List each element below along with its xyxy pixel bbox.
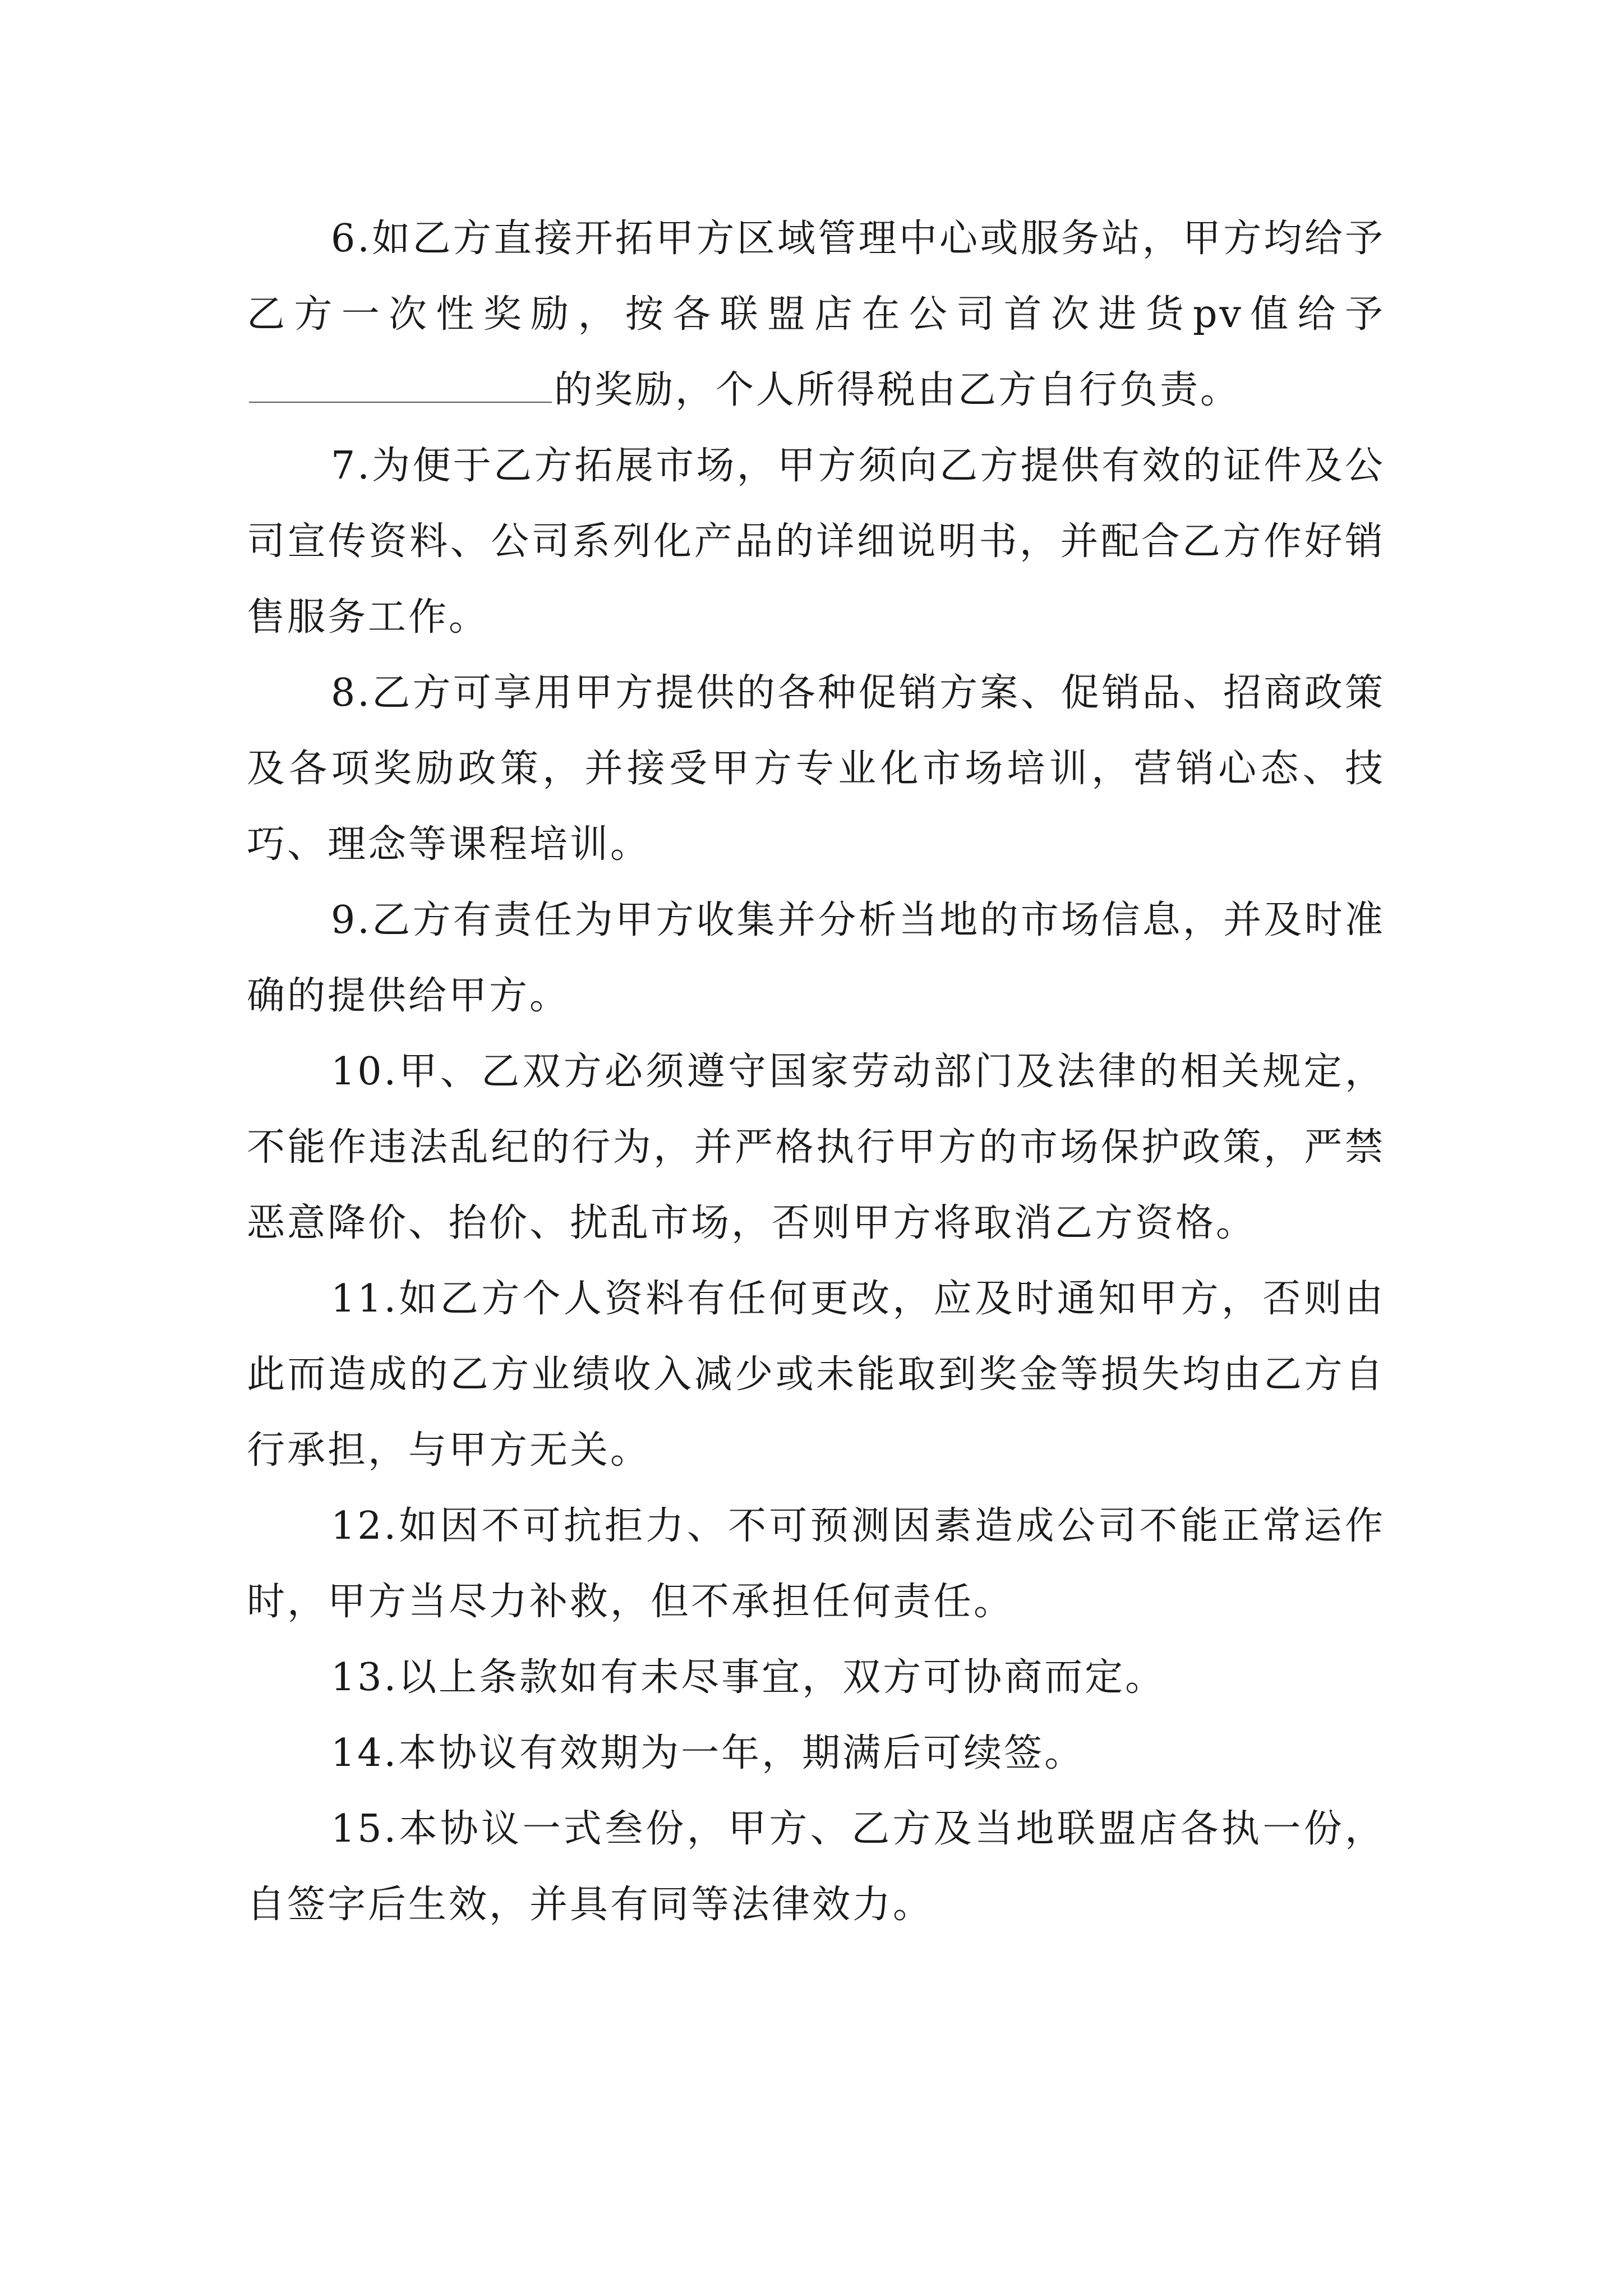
document-body xyxy=(247,201,1385,1943)
clause-6-text-before: 6.如乙方直接开拓甲方区域管理中心或服务站，甲方均给予乙方一次性奖励，按各联盟店在公司首次进货pv值给予 xyxy=(247,217,1385,337)
clause-12: 12.如因不可抗拒力、不可预测因素造成公司不能正常运作时，甲方当尽力补救，但不承担任何责任。 xyxy=(247,1504,1385,1624)
clause-8: 8.乙方可享用甲方提供的各种促销方案、促销品、招商政策及各项奖励政策，并接受甲方专业化市场培训，营销心态、技巧、理念等课程培训。 xyxy=(247,671,1385,867)
clause-11: 11.如乙方个人资料有任何更改，应及时通知甲方，否则由此而造成的乙方业绩收入减少或未能取到奖金等损失均由乙方自行承担，与甲方无关。 xyxy=(247,1277,1385,1473)
clause-15: 15.本协议一式叁份，甲方、乙方及当地联盟店各执一份，自签字后生效，并具有同等法律效力。 xyxy=(247,1807,1385,1927)
clause-14: 14.本协议有效期为一年，期满后可续签。 xyxy=(331,1731,1085,1775)
clause-7: 7.为便于乙方拓展市场，甲方须向乙方提供有效的证件及公司宣传资料、公司系列化产品的详细说明书，并配合乙方作好销售服务工作。 xyxy=(247,444,1385,639)
clause-13: 13.以上条款如有未尽事宜，双方可协商而定。 xyxy=(331,1655,1166,1700)
clause-6-text-after: 的奖励，个人所得税由乙方自行负责。 xyxy=(554,368,1241,412)
clause-6 xyxy=(247,201,1385,428)
clause-10: 10.甲、乙双方必须遵守国家劳动部门及法律的相关规定，不能作违法乱纪的行为，并严格执行甲方的市场保护政策，严禁恶意降价、抬价、扰乱市场，否则甲方将取消乙方资格。 xyxy=(247,1050,1385,1245)
fill-in-blank xyxy=(249,367,552,403)
clause-9: 9.乙方有责任为甲方收集并分析当地的市场信息，并及时准确的提供给甲方。 xyxy=(247,898,1385,1018)
